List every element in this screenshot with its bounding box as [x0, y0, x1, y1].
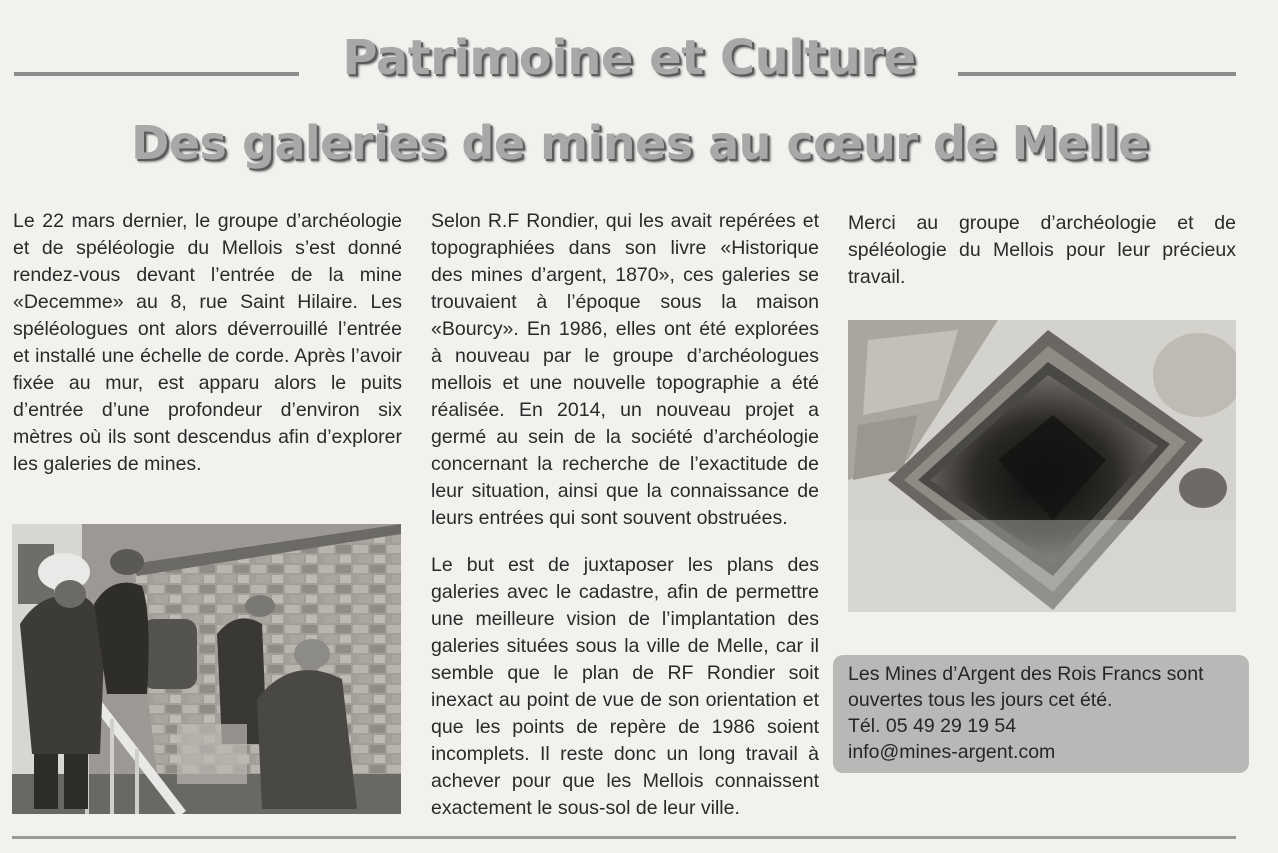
article-headline: Des galeries de mines au cœur de Melle — [131, 116, 1149, 170]
section-title: Patrimoine et Culture — [342, 30, 916, 86]
article-column-3 — [848, 210, 1236, 291]
column2-paragraph-2: Le but est de juxtaposer les plans des galeries avec le cadastre, afin de permettre une meilleure vision de l’implantation des galeries situées sous la ville de Melle, car il semble que le plan de RF Rondier soit inexact au point de vue de son orientation et que les points de repère de 1986 soient incomplets. Il reste donc un long travail à achever pour que les Mellois connaissent exactement le sous-sol de leur ville. — [431, 554, 819, 819]
cavers-photo-illustration — [12, 524, 401, 814]
column2-paragraph-1: Selon R.F Rondier, qui les avait repérées et topographiées dans son livre «Historique des mines d’argent, 1870», ces galeries se trouvaient à l’époque sous la maison «Bourcy». En 1986, elles ont été explorées à nouveau par le groupe d’archéologues mellois et une nouvelle topographie a été réalisée. En 2014, un nouveau projet a germé au sein de la société d’archéologie concernant la recherche de l’exactitude de leur situation, ainsi que la connaissance de leurs entrées qui sont souvent obstruées. — [431, 210, 819, 529]
mine-shaft-photo — [848, 320, 1236, 612]
title-rule-left — [14, 72, 299, 76]
info-line-phone: Tél. 05 49 29 19 54 — [848, 715, 1017, 737]
column3-paragraph: Merci au groupe d’archéologie et de spéléologie du Mellois pour leur précieux travail. — [848, 212, 1236, 288]
article-column-1 — [13, 208, 402, 478]
article-column-2 — [431, 208, 819, 822]
column1-paragraph: Le 22 mars dernier, le groupe d’archéologie et de spéléologie du Mellois s’est donné rendez-vous devant l’entrée de la mine «Decemme» au 8, rue Saint Hilaire. Les spéléologues ont alors déverrouillé l’entrée et installé une échelle de corde. Après l’avoir fixée au mur, est apparu alors le puits d’entrée d’une profondeur d’environ six mètres où ils sont descendus afin d’explorer les galeries de mines. — [13, 210, 402, 475]
info-line-schedule: ouvertes tous les jours cet été. — [848, 689, 1113, 711]
info-line-email: info@mines-argent.com — [848, 741, 1056, 763]
info-box — [848, 661, 1243, 765]
mine-shaft-illustration — [848, 320, 1236, 612]
title-rule-right — [958, 72, 1236, 76]
bottom-rule — [12, 836, 1236, 839]
cavers-at-wall-photo — [12, 524, 401, 814]
info-line-opening: Les Mines d’Argent des Rois Francs sont — [848, 663, 1204, 685]
